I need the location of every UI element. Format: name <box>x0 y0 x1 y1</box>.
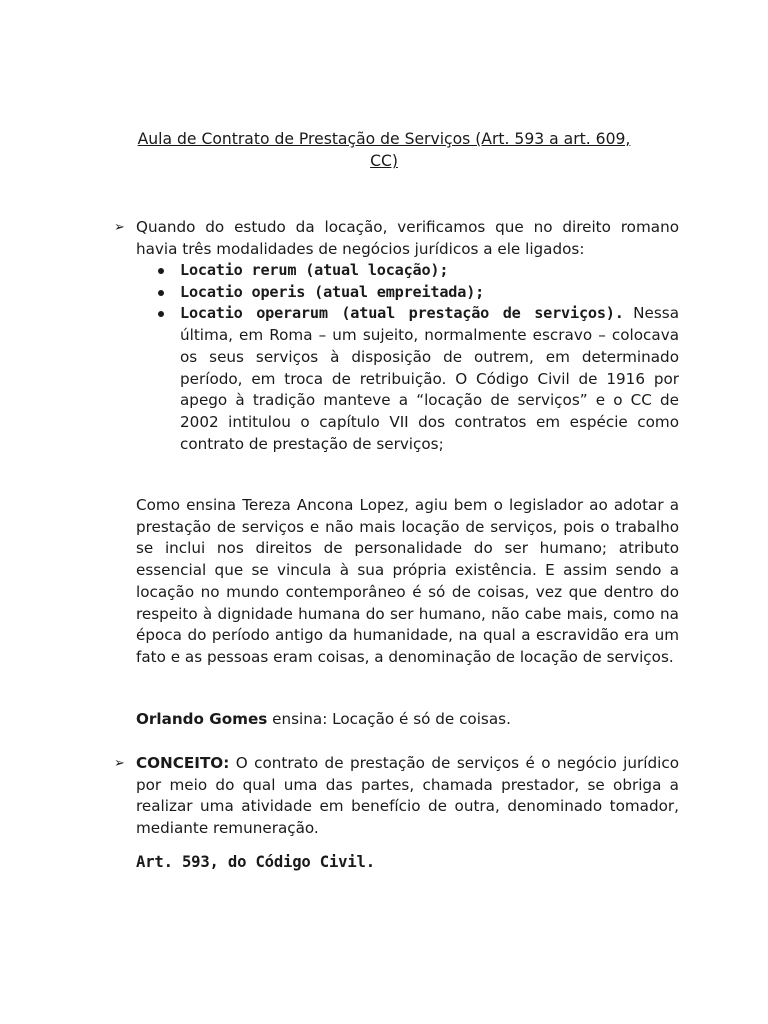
conceito-label: CONCEITO: <box>136 754 230 772</box>
bullet-dot-icon <box>158 268 164 274</box>
intro-paragraph: Quando do estudo da locação, verificamos que no direito romano havia três modalidades de negócios jurídicos a ele ligados: <box>136 218 679 258</box>
lopez-paragraph: Como ensina Tereza Ancona Lopez, agiu bem o legislador ao adotar a prestação de serviços e não mais locação de serviços, pois o trabalho se inclui nos direitos de personalidade do ser humano; atributo essencial que se vincula à sua própria existência. E assim sendo a locação no mundo contemporâneo é só de coisas, vez que dentro do respeito à dignidade humana do ser humano, não cabe mais, como na época do período antigo da humanidade, na qual a escravidão era um fato e as pessoas eram coisas, a denominação de locação de serviços. <box>136 496 679 666</box>
list-item <box>136 303 679 455</box>
list-item <box>136 260 679 282</box>
title-line-1: Aula de Contrato de Prestação de Serviços (Art. 593 a art. 609, <box>137 130 631 148</box>
title-line-2: CC) <box>370 152 398 170</box>
list-item-text: Nessa última, em Roma – um sujeito, normalmente escravo – colocava os seus serviços à disposição de outrem, em determinado período, em troca de retribuição. O Código Civil de 1916 por apego à tradição manteve a “locação de serviços” e o CC de 2002 intitulou o capítulo VII dos contratos em espécie como contrato de prestação de serviços; <box>180 304 679 453</box>
document-title <box>90 128 678 172</box>
list-item-bold: Locatio operarum (atual prestação de serviços). <box>180 304 624 323</box>
arrow-bullet-icon: ➢ <box>114 756 125 771</box>
gomes-paragraph <box>136 709 679 731</box>
gomes-text: ensina: Locação é só de coisas. <box>267 710 511 728</box>
gomes-author: Orlando Gomes <box>136 710 268 728</box>
arrow-bullet-icon: ➢ <box>114 220 125 235</box>
conceito-paragraph <box>136 753 679 840</box>
list-item-bold: Locatio operis (atual empreitada); <box>180 282 485 301</box>
article-reference: Art. 593, do Código Civil. <box>136 853 375 871</box>
bullet-dot-icon <box>158 311 164 317</box>
bullet-dot-icon <box>158 290 164 296</box>
conceito-text: O contrato de prestação de serviços é o negócio jurídico por meio do qual uma das partes, chamada prestador, se obriga a realizar uma atividade em benefício de outra, denominado tomador, mediante remuneração. <box>136 754 679 838</box>
modalities-list <box>136 260 679 455</box>
list-item-bold: Locatio rerum (atual locação); <box>180 261 449 279</box>
list-item <box>136 282 679 304</box>
